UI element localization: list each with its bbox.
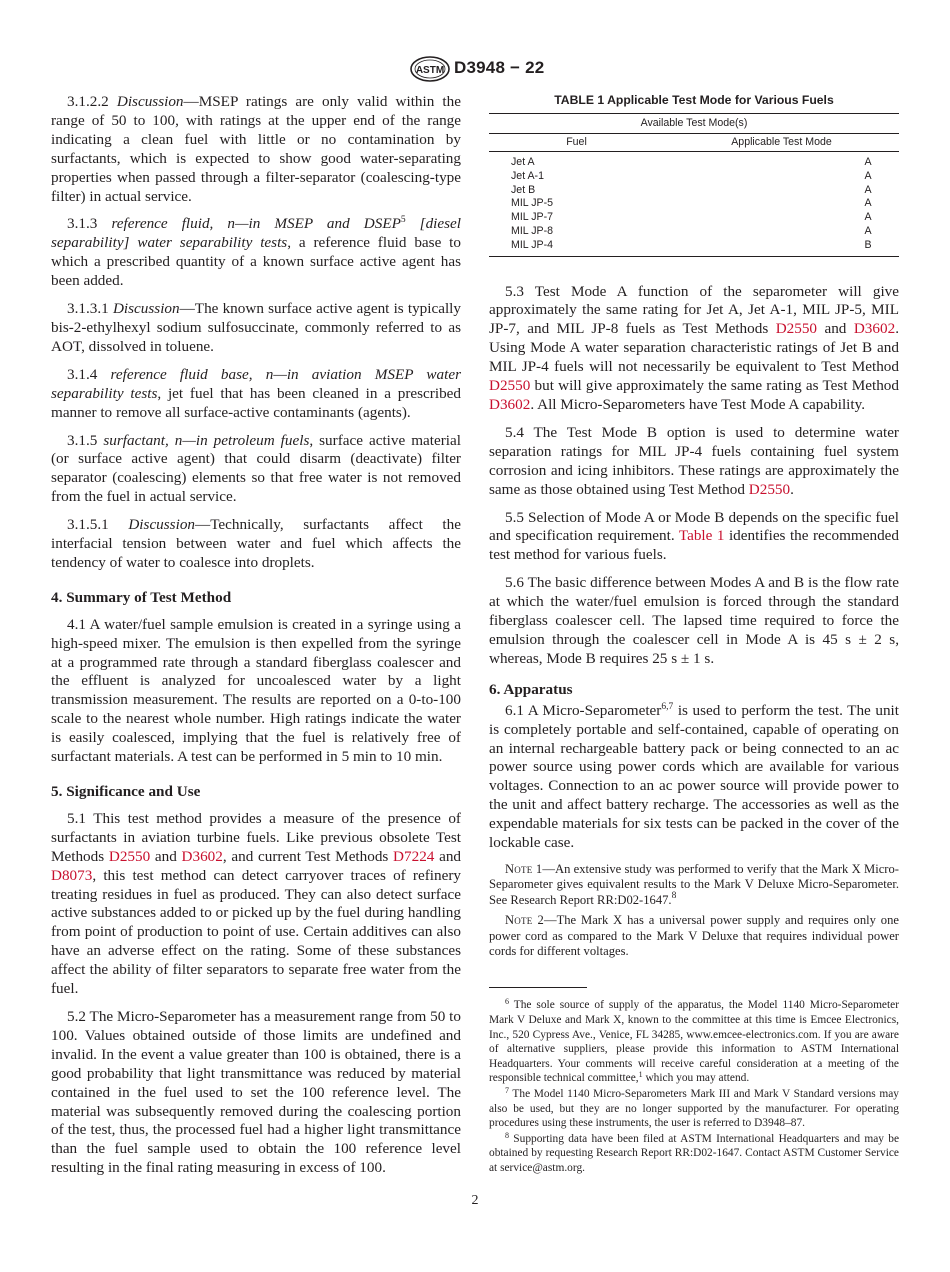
table-cell-fuel: MIL JP-7 (511, 211, 553, 224)
table-cell-fuel: MIL JP-4 (489, 239, 664, 256)
table-row (489, 225, 899, 239)
para-5-6: 5.6 The basic difference between Modes A and B is the flow rate at which the water/fuel emulsion is forced through the standard fiberglass coalescer cell. The lapsed time required to force the emulsion through the coalescer cell in Mode A is 45 s ± 2 s, whereas, Mode B requires 25 s ± 1 s. (489, 574, 899, 667)
svg-text:ASTM: ASTM (415, 65, 445, 76)
page-number: 2 (471, 1193, 479, 1208)
astm-logo-icon (410, 56, 450, 82)
table-cell-mode: B (664, 239, 899, 256)
table-col-mode: Applicable Test Mode (664, 134, 899, 152)
footnote-6: $^6$ The sole source of supply of the apparatus, the Model 1140 Micro-Separometer Mark V Deluxe and Mark X, known to the committee at this time is Emcee Electronics, Inc., 520 Cypress Ave., Venice, FL 34285, www.emcee-electronics.com. If you are aware of alternative suppliers, please provide this information to ASTM International Headquarters. Your comments will receive careful consideration at a meeting of the responsible technical committee,$^1$ which you may attend. (489, 997, 899, 1085)
para-3-1-5-1: 3.1.5.1 Discussion—Technically, surfactants affect the interfacial tension between water and fuel which affects the tendency of water to coalesce into droplets. (51, 516, 461, 571)
para-6-1: 6.1 A Micro-Separometer$^{6,7}$ is used to perform the test. The unit is completely portable and self-contained, capable of operating on an internal rechargeable battery pack or being connected to an ac power source using power cords which are available for various voltages. Connection to an ac power source will provide power to the unit and affect battery recharge. The accessories as well as the expendable materials for six tests can be packed in the cover of the lockable case. (489, 701, 899, 852)
table-row (489, 184, 899, 198)
table-cell-mode: A (864, 156, 872, 168)
table-cell-mode: A (864, 183, 872, 196)
para-3-1-3-1: 3.1.3.1 Discussion—The known surface active agent is typically bis-2-ethylhexyl sodium sulfosuccinate, commonly referred to as AOT, dissolved in toluene. (51, 300, 462, 355)
table-row (489, 170, 899, 184)
section-6-heading: 6. Apparatus (489, 680, 573, 698)
section-5-heading: 5. Significance and Use (51, 783, 201, 800)
link-d2550[interactable]: D2550 (108, 847, 151, 865)
footnote-7: $^7$ The Model 1140 Micro-Separometers Mark III and Mark V Standard versions may also be used, but they are no longer supported by the manufacturer. For operating procedures using these instruments, the user is referred to D3948–87. (489, 1085, 899, 1130)
link-d3602[interactable]: D3602 (181, 847, 223, 865)
right-column (489, 93, 899, 1177)
table-cell-mode: A (864, 211, 872, 224)
table-cell-fuel: MIL JP-5 (511, 197, 553, 210)
table-row (489, 197, 899, 211)
section-4-heading: 4. Summary of Test Method (51, 588, 232, 606)
footnote-divider (489, 987, 587, 988)
footnote-8: $^8$ Supporting data have been filed at ASTM International Headquarters and may be obtained by requesting Research Report RR:D02-1647. Contact ASTM Customer Service at service@astm.org. (489, 1130, 899, 1174)
table-cell-fuel: Jet A-1 (511, 169, 544, 182)
link-d8073[interactable]: D8073 (51, 866, 93, 884)
link-d2550[interactable]: D2550 (489, 377, 531, 395)
para-5-1: 5.1 This test method provides a measure of the presence of surfactants in aviation turbine fuels. Like previous obsolete Test Methods D2550 and D3602, and current Test Methods D7224 and D8073, this test method can detect carryover traces of refinery treating residues in fuel as produced. They can also detect surface active substances added to or picked up by the fuel during handling from point of production to point of use. Certain additives can also have an adverse effect on the rating. Some of these substances affect the ability of filter separators to separate free water from the fuel. (51, 809, 462, 998)
table-cell-mode: A (864, 169, 872, 182)
note-2: Note 2—The Mark X has a universal power supply and requires only one power cord as compared to the Mark V Deluxe that requires individual power cords for different voltages. (489, 913, 899, 958)
table-row (489, 239, 899, 256)
table-row (489, 152, 899, 170)
left-column (51, 93, 461, 1187)
para-5-4: 5.4 The Test Mode B option is used to determine water separation ratings for MIL JP-4 fuels containing fuel system corrosion and icing inhibitors. These ratings are approximately the same as those obtained using Test Method D2550. (489, 423, 899, 498)
link-d7224[interactable]: D7224 (393, 847, 435, 865)
page-header (0, 55, 950, 85)
para-3-1-4: 3.1.4 reference fluid base, n—in aviation MSEP water separability tests, jet fuel that has been cleaned in a prescribed manner to remove all surface-active contaminants (agents). (51, 365, 462, 421)
table-col-fuel: Fuel (489, 134, 664, 152)
para-3-1-3: 3.1.3 reference fluid, n—in MSEP and DSEP$^5$ [diesel separability] water separability tests, a reference fluid base to which a prescribed quantity of a known surface active agent has been added. (51, 215, 462, 290)
para-5-5: 5.5 Selection of Mode A or Mode B depends on the specific fuel and specification requirement. Table 1 identifies the recommended test method for various fuels. (489, 508, 900, 564)
document-id: D3948 − 22 (454, 58, 545, 77)
para-5-3: 5.3 Test Mode A function of the separometer will give approximately the same rating for Jet A, Jet A-1, MIL JP-5, MIL JP-7, and MIL JP-8 fuels as Test Methods D2550 and D3602. Using Mode A water separation characteristic ratings of Jet B and MIL JP-4 fuels will not necessarily be equivalent to Test Method D2550 but will give approximately the same rating as Test Method D3602. All Micro-Separometers have Test Mode A capability. (489, 282, 899, 414)
table-cell-fuel: MIL JP-8 (511, 224, 553, 237)
para-3-1-5: 3.1.5 surfactant, n—in petroleum fuels, surface active material (or surface active agent) that could disarm (deactivate) filter separator (coalescing) elements so that free water is not removed from the fuel in actual service. (51, 431, 461, 506)
link-d2550[interactable]: D2550 (748, 480, 791, 498)
para-3-1-2-2: 3.1.2.2 Discussion—MSEP ratings are only valid within the range of 50 to 100, with ratings at the upper end of the range indicating a clean fuel with little or no contamination by surfactants, which is expected to show good water-separating properties when passed through a filter-separator (coalescing-type filter) in actual service. (51, 93, 461, 205)
link-table-1[interactable]: Table 1 (678, 527, 725, 545)
table-cell-fuel: Jet A (511, 156, 535, 168)
para-5-2: 5.2 The Micro-Separometer has a measurement range from 50 to 100. Values obtained outside of those limits are undefined and invalid. In the event a value greater than 100 is obtained, there is a good probability that light transmittance was reduced by material contained in the fuel used to set the 100 reference level. The material was subsequently removed during the coalescing portion of the test, thus, the processed fuel had a higher light transmittance than the fuel sample used to obtain the 100 reference level resulting in the final rating measuring in excess of 100. (51, 1007, 461, 1177)
para-4-1: 4.1 A water/fuel sample emulsion is created in a syringe using a high-speed mixer. The emulsion is then expelled from the syringe at a programmed rate through a standard fiberglass coalescer and the effluent is analyzed for uncoalesced water by a light transmission measurement. The results are reported on a 0-to-100 scale to the nearest whole number. High ratings indicate the water is easily coalesced, implying that the fuel is relatively free of surfactant materials. A test can be performed in 5 min to 10 min. (51, 615, 461, 766)
table-1-title: TABLE 1 Applicable Test Mode for Various Fuels (554, 93, 834, 107)
link-d3602[interactable]: D3602 (853, 320, 896, 338)
note-1: Note 1—An extensive study was performed to verify that the Mark X Micro-Separometer gives equivalent results to the Mark V Deluxe Micro-Separometer. See Research Report RR:D02-1647.$^8$ (489, 861, 899, 907)
link-d2550[interactable]: D2550 (775, 320, 818, 338)
table-1 (489, 113, 899, 257)
table-cell-mode: A (864, 224, 872, 237)
table-cell-fuel: Jet B (511, 183, 536, 196)
table-span-header: Available Test Mode(s) (489, 114, 899, 134)
link-d3602[interactable]: D3602 (489, 396, 531, 414)
table-row (489, 211, 899, 225)
table-cell-mode: A (864, 197, 872, 210)
